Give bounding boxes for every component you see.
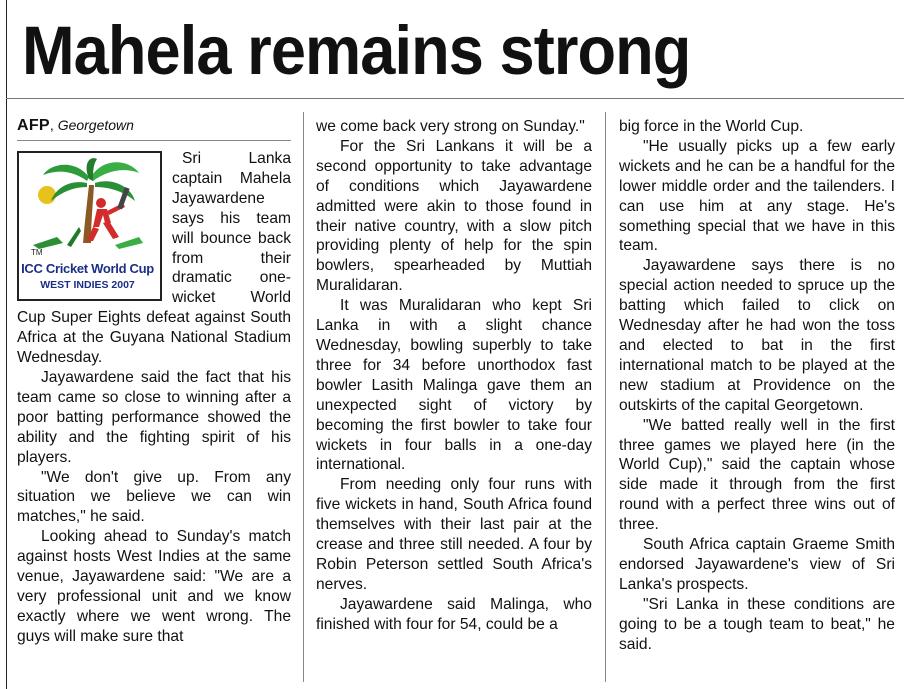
paragraph: big force in the World Cup. bbox=[619, 118, 804, 135]
headline: Mahela remains strong bbox=[22, 12, 691, 89]
logo-title: ICC Cricket World Cup bbox=[21, 261, 154, 276]
byline-location: Georgetown bbox=[57, 117, 134, 133]
paragraph: For the Sri Lankans it will be a second opportunity to take advantage of conditions which Jayawardene admitted were akin to those found in their native country, with a slow pitch providing plenty of help for the spin bowlers, spearheaded by Muttiah Muralidaran. bbox=[316, 137, 592, 295]
paragraph: Jayawardene says there is no special action needed to spruce up the batting which failed to click on Wednesday after he had won the toss and elected to bat in the first international match to be played at the new stadium at Providence on the outskirts of the capital Georgetown. bbox=[619, 257, 895, 414]
world-cup-logo bbox=[17, 151, 162, 301]
paragraph: "We don't give up. From any situation we believe we can win matches," he said. bbox=[17, 468, 291, 526]
headline-rule bbox=[6, 98, 904, 99]
paragraph: Looking ahead to Sunday's match against hosts West Indies at the same venue, Jayawardene said: "We are a very professional unit and we know exactly where we went wrong. The guys will make sure that bbox=[17, 528, 291, 645]
paragraph: "He usually picks up a few early wickets and he can be a handful for the lower middle order and the tailenders. I can use him at any stage. He's something special that we have in this team. bbox=[619, 137, 895, 255]
paragraph: "Sri Lanka in these conditions are going to be a tough team to beat," he said. bbox=[619, 595, 895, 653]
paragraph: Jayawardene said Malinga, who finished with four for 54, could be a bbox=[316, 595, 592, 633]
paragraph: From needing only four runs with five wickets in hand, South Africa found themselves with their last pair at the crease and three still needed. A four by Robin Peterson settled South Africa's nerves. bbox=[316, 476, 592, 593]
paragraph: It was Muralidaran who kept Sri Lanka in with a slight chance Wednesday, bowling superbly to take three for 34 before unorthodox fast bowler Lasith Malinga gave them an unexpected sight of victory by becoming the first bowler to take four wickets in four balls in a one-day international. bbox=[316, 297, 592, 474]
column-separator bbox=[605, 112, 606, 682]
article-column-1 bbox=[17, 114, 291, 647]
palm-cricketer-icon bbox=[27, 157, 149, 249]
article-column-2 bbox=[316, 117, 592, 635]
paragraph: we come back very strong on Sunday." bbox=[316, 118, 585, 135]
paragraph: Jayawardene said the fact that his team came so close to winning after a poor batting performance showed the ability and the fighting spirit of his players. bbox=[17, 368, 291, 466]
page-edge-line bbox=[6, 0, 7, 689]
paragraph: South Africa captain Graeme Smith endorsed Jayawardene's view of Sri Lanka's prospects. bbox=[619, 536, 895, 593]
paragraph: "We batted really well in the first three games we played here (in the World Cup)," said the captain whose side made it through from the first round with a perfect three wins out of three. bbox=[619, 416, 895, 534]
byline-agency: AFP bbox=[17, 117, 50, 134]
byline-rule bbox=[17, 140, 291, 141]
logo-tm-mark: TM bbox=[31, 248, 43, 257]
byline: AFP, Georgetown bbox=[17, 117, 134, 134]
logo-subtitle: WEST INDIES 2007 bbox=[40, 279, 135, 291]
paragraph: Sri Lanka captain Mahela Jayawardene says his team will bounce back from their dramatic one-wicket World Cup Super Eights defeat against South Africa at the Guyana National Stadium Wednesday. bbox=[17, 150, 291, 367]
column-separator bbox=[303, 112, 304, 682]
article-column-3 bbox=[619, 117, 895, 654]
